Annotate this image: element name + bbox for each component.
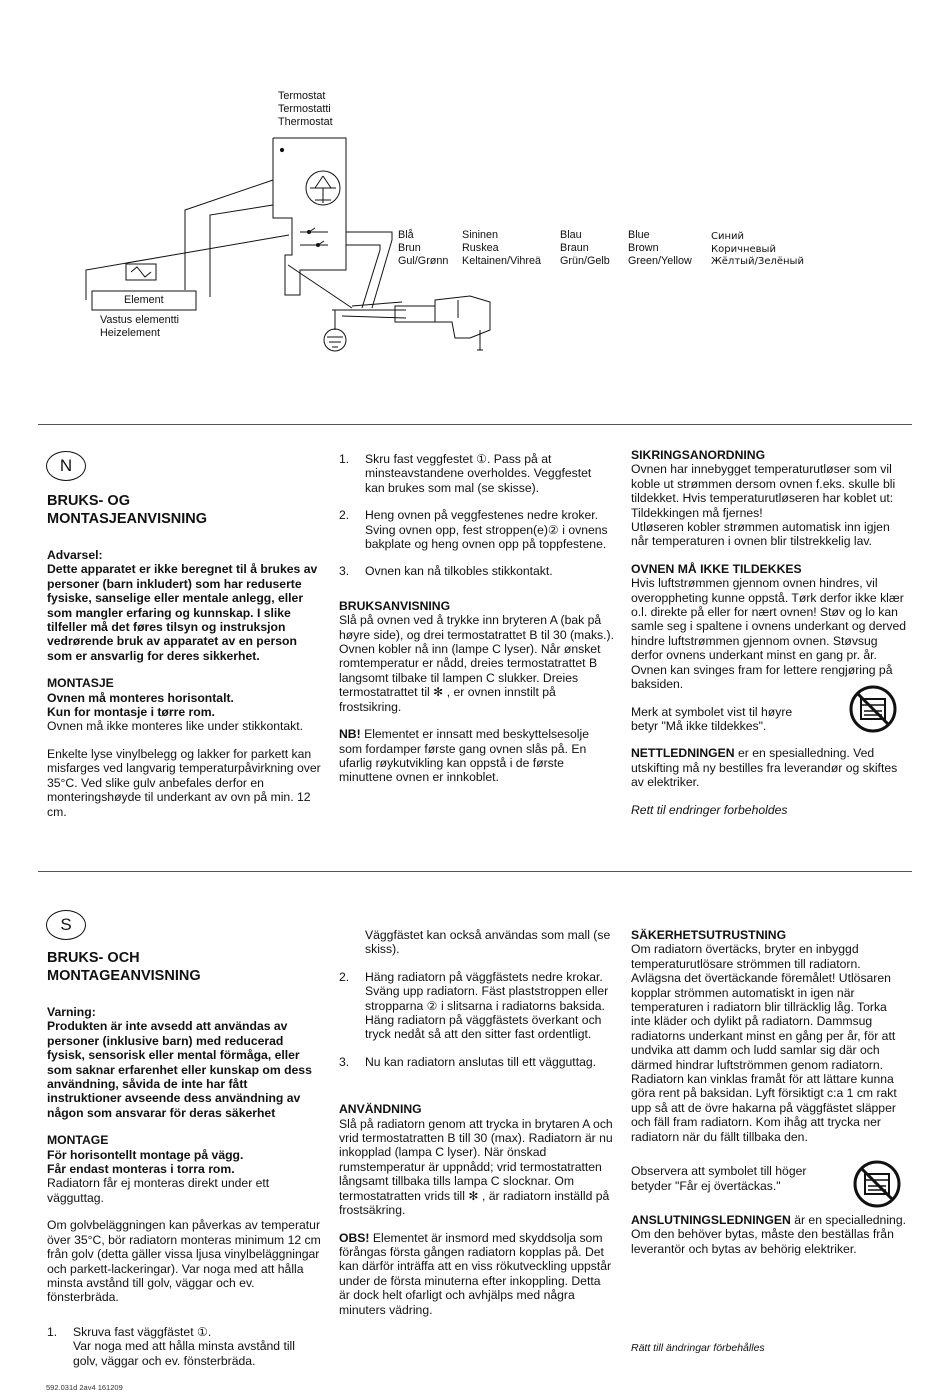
nb-note	[339, 727, 614, 785]
mount-note: Får endast monteras i torra rom.	[47, 1162, 235, 1177]
safety-text: Ovnen har innebygget temperaturutløser som vil koble ut strømmen dersom ovnen f.eks. skulle bli tildekket. Hvis temperaturutløseren har koblet ut: Tildekkingen må fjernes!	[631, 462, 896, 520]
mount-note: Ovnen må monteres horisontalt.	[47, 690, 234, 705]
divider-top	[38, 424, 912, 425]
wire-legend-de: Blau Braun Grün/Gelb	[560, 229, 610, 267]
floor-text: Enkelte lyse vinylbelegg og lakker for parkett kan misfarges ved langvarig temperaturpåvirkning over 35°C. Ved slike gulv anbefales derfor en monteringshøyde til underkant av ovn på min. 12 cm.	[47, 746, 321, 819]
reserve-note: Rett til endringer forbeholdes	[631, 802, 788, 817]
swedish-col-1	[47, 949, 322, 1368]
cord-text: är en specialledning. Om den behöver bytas, måste den beställas från leverantör och bytas av behörig elektriker.	[631, 1212, 906, 1256]
safety-heading: SÄKERHETSUTRUSTNING	[631, 928, 787, 942]
warning-text: Produkten är inte avsedd att användas av personer (inklusive barn) med reducerad fysisk, sensorisk eller mental förmåga, eller som saknar erfarenhet eller kunskap om dess användning, såvida de inte har fått instruktioner avseende dess användning av någon som ansvarar för deras säkerhet	[47, 1019, 312, 1120]
cover-text: Hvis luftstrømmen gjennom ovnen hindres, vil overoppheting kunne oppstå. Tørk derfor ikke klær o.l. direkte på eller for nært ovnen! Støv og lo kan samle seg i spaltene i ovnens underkant og derved hindre luftstrømmen gjennom ovnen. Støvsug derfor ovnens underkant minst en gang pr. år. Ovnen kan svinges fram for lettere rengjøring på baksiden.	[631, 576, 907, 692]
wire-legend-ru: Синий Коричневый Жёлтый/Зелёный	[711, 231, 804, 267]
cord-note	[631, 1213, 909, 1256]
page-title: BRUKS- OCH	[47, 950, 140, 966]
do-not-cover-icon	[852, 1159, 902, 1209]
wiring-diagram	[0, 0, 950, 420]
mount-heading: MONTAGE	[47, 1133, 109, 1148]
element-box-label: Element	[124, 294, 164, 306]
safety-text: Utløseren kobler strømmen automatisk inn igjen når temperaturen i ovnen blir tilstrekkelig lav.	[631, 520, 890, 549]
cord-label: ANSLUTNINGSLEDNINGEN	[631, 1212, 791, 1227]
swedish-col-2	[339, 928, 614, 1317]
language-badge-s: S	[46, 910, 86, 940]
use-text: Slå på ovnen ved å trykke inn bryteren A (bak på høyre side), og drei termostatrattet B til 30 (maks.). Ovnen kobler nå inn (lampe C lyser). Når ønsket romtemperatur er nådd, dreies termostatrattet B langsomt tilbake til lampen C slukker. Dreies termostatrattet til ✻ , er ovnen innstilt på frostsikring.	[339, 613, 614, 714]
nb-label: NB!	[339, 727, 361, 742]
element-label: Vastus elementti Heizelement	[100, 314, 180, 339]
wire-legend-en: Blue Brown Green/Yellow	[628, 229, 692, 267]
step-continuation: Var noga med att hålla minsta avstånd till golv, väggar och ev. fönsterbräda.	[73, 1339, 295, 1368]
cord-note	[631, 746, 909, 789]
obs-text: Elementet är insmord med skyddsolja som förångas första gången radiatorn kopplas på. Det kan därför inträffa att en viss rökutveckling uppstår under de första minuterna efter inkoppling. Detta är dock helt ofarligt och avhjälps med några minuters vädring.	[339, 1230, 612, 1317]
step-item: 3. Ovnen kan nå tilkobles stikkontakt.	[339, 564, 553, 579]
divider-middle	[38, 871, 912, 872]
cord-label: NETTLEDNINGEN	[631, 746, 735, 761]
warning-label: Varning:	[47, 1005, 96, 1019]
step-item: 1. Skruva fast väggfästet ①.	[47, 1324, 212, 1339]
safety-text: Om radiatorn övertäcks, bryter en inbyggd temperaturutlösare strömmen till radiatorn. Avlägsna det övertäckande föremålet! Utlösaren kopplar strömmen automatiskt in igen när temperaturen i radiatorn blir tillräcklig låg. Torka inte kläder och dylikt på radiatorn. Dammsug radiatorns underkant minst en gång per år, för att undvika att damm och ludd samlar sig där och därmed hindrar luftströmmen genom radiatorn. Radiatorn kan vinklas framåt för att lättare kunna göra rent på baksidan. Lyft försiktigt c:a 1 cm rakt upp så att de övre hakarna på väggfästet släpper och fäll fram radiatorn. Kom ihåg att trycka ner radiatorn när du fällt tillbaka den.	[631, 942, 897, 1144]
use-heading: BRUKSANVISNING	[339, 598, 451, 613]
obs-label: OBS!	[339, 1230, 370, 1245]
language-badge-n: N	[46, 451, 86, 481]
norwegian-col-1	[47, 492, 322, 819]
safety-heading: SIKRINGSANORDNING	[631, 448, 766, 462]
nb-text: Elementet er innsatt med beskyttelsesolje som fordamper første gang ovnen slås på. En ufarlig røykutvikling kan oppstå i de første minuttene ovnen er innkoblet.	[339, 727, 589, 785]
use-text: Slå på radiatorn genom att trycka in brytaren A och vrid termostatratten B till 30 (max). Radiatorn är nu inkopplad (lampa C lyser). När önskad rumstemperatur är uppnådd; vrid termostatratten långsamt tillbaka tills lampa C slocknar. Om termostatratten vrids till ✻ , är radiatorn inställd på frostsäkring.	[339, 1116, 613, 1218]
symbol-note: Observera att symbolet till höger betyder "Får ej övertäckas."	[631, 1164, 807, 1193]
step-item: 1. Skru fast veggfestet ①. Pass på at minsteavstandene overholdes. Veggfestet kan brukes som mal (se skisse).	[339, 452, 592, 495]
step-item: 2. Häng radiatorn på väggfästets nedre krokar. Sväng upp radiatorn. Fäst plaststroppen eller stropparna ② i slitsarna i radiatorns baksida. Häng radiatorn på väggfästets överkant och tryck nedåt så att den sitter fast ordentligt.	[339, 969, 609, 1042]
page-title: BRUKS- OG	[47, 493, 130, 509]
mount-note: För horisontellt montage på vägg.	[47, 1147, 244, 1162]
mount-text: Ovnen må ikke monteres like under stikkontakt.	[47, 719, 304, 734]
cover-heading: OVNEN MÅ IKKE TILDEKKES	[631, 561, 802, 576]
page-title: MONTASJEANVISNING	[47, 511, 208, 527]
step-item: 3. Nu kan radiatorn anslutas till ett vägguttag.	[339, 1054, 597, 1069]
reserve-note: Rätt till ändringar förbehålles	[631, 1342, 765, 1354]
warning-text: Dette apparatet er ikke beregnet til å brukes av personer (barn inkludert) som har reduserte fysiske, sanselige eller mentale anlegg, eller som mangler erfaring og kunnskap. I slike tilfeller må det føres tilsyn og instruksjon vedrørende bruk av apparatet av en person som er ansvarlig for deres sikkerhet.	[47, 562, 318, 663]
wire-legend-fi: Sininen Ruskea Keltainen/Vihreä	[462, 229, 542, 267]
warning-label: Advarsel:	[47, 548, 103, 562]
floor-text: Om golvbeläggningen kan påverkas av temperatur över 35°C, bör radiatorn monteras minimum 12 cm från golv (detta gäller vissa ljusa vinylbeläggningar och parkett-lackeringar). Var noga med att hålla minsta avstånd till golv, väggar och ev. fönsterbräda.	[47, 1218, 321, 1305]
footer-code: 592.031d 2av4 161209	[46, 1383, 123, 1392]
step-item: 2. Heng ovnen på veggfestenes nedre kroker. Sving ovnen opp, fest stroppen(e)② i ovnens bakplate og heng ovnen opp på toppfestene.	[339, 508, 608, 552]
symbol-note: Merk at symbolet vist til høyre betyr "Må ikke tildekkes".	[631, 704, 793, 733]
wire-legend-no: Blå Brun Gul/Grønn	[398, 229, 449, 267]
thermostat-label: Termostat Termostatti Thermostat	[278, 90, 333, 128]
cord-text: er en spesialledning. Ved utskifting må ny bestilles fra leverandør og skiftes av elektriker.	[631, 746, 898, 790]
mount-heading: MONTASJE	[47, 676, 114, 691]
use-heading: ANVÄNDNING	[339, 1102, 422, 1117]
mount-text: Radiatorn får ej monteras direkt under ett vägguttag.	[47, 1176, 270, 1205]
mount-note: Kun for montasje i tørre rom.	[47, 705, 215, 720]
obs-note	[339, 1231, 614, 1317]
page-title: MONTAGEANVISNING	[47, 968, 201, 984]
do-not-cover-icon	[848, 684, 898, 734]
step-continuation: Väggfästet kan också användas som mall (se skiss).	[365, 928, 611, 957]
norwegian-col-3	[631, 448, 909, 817]
norwegian-col-2	[339, 452, 614, 785]
